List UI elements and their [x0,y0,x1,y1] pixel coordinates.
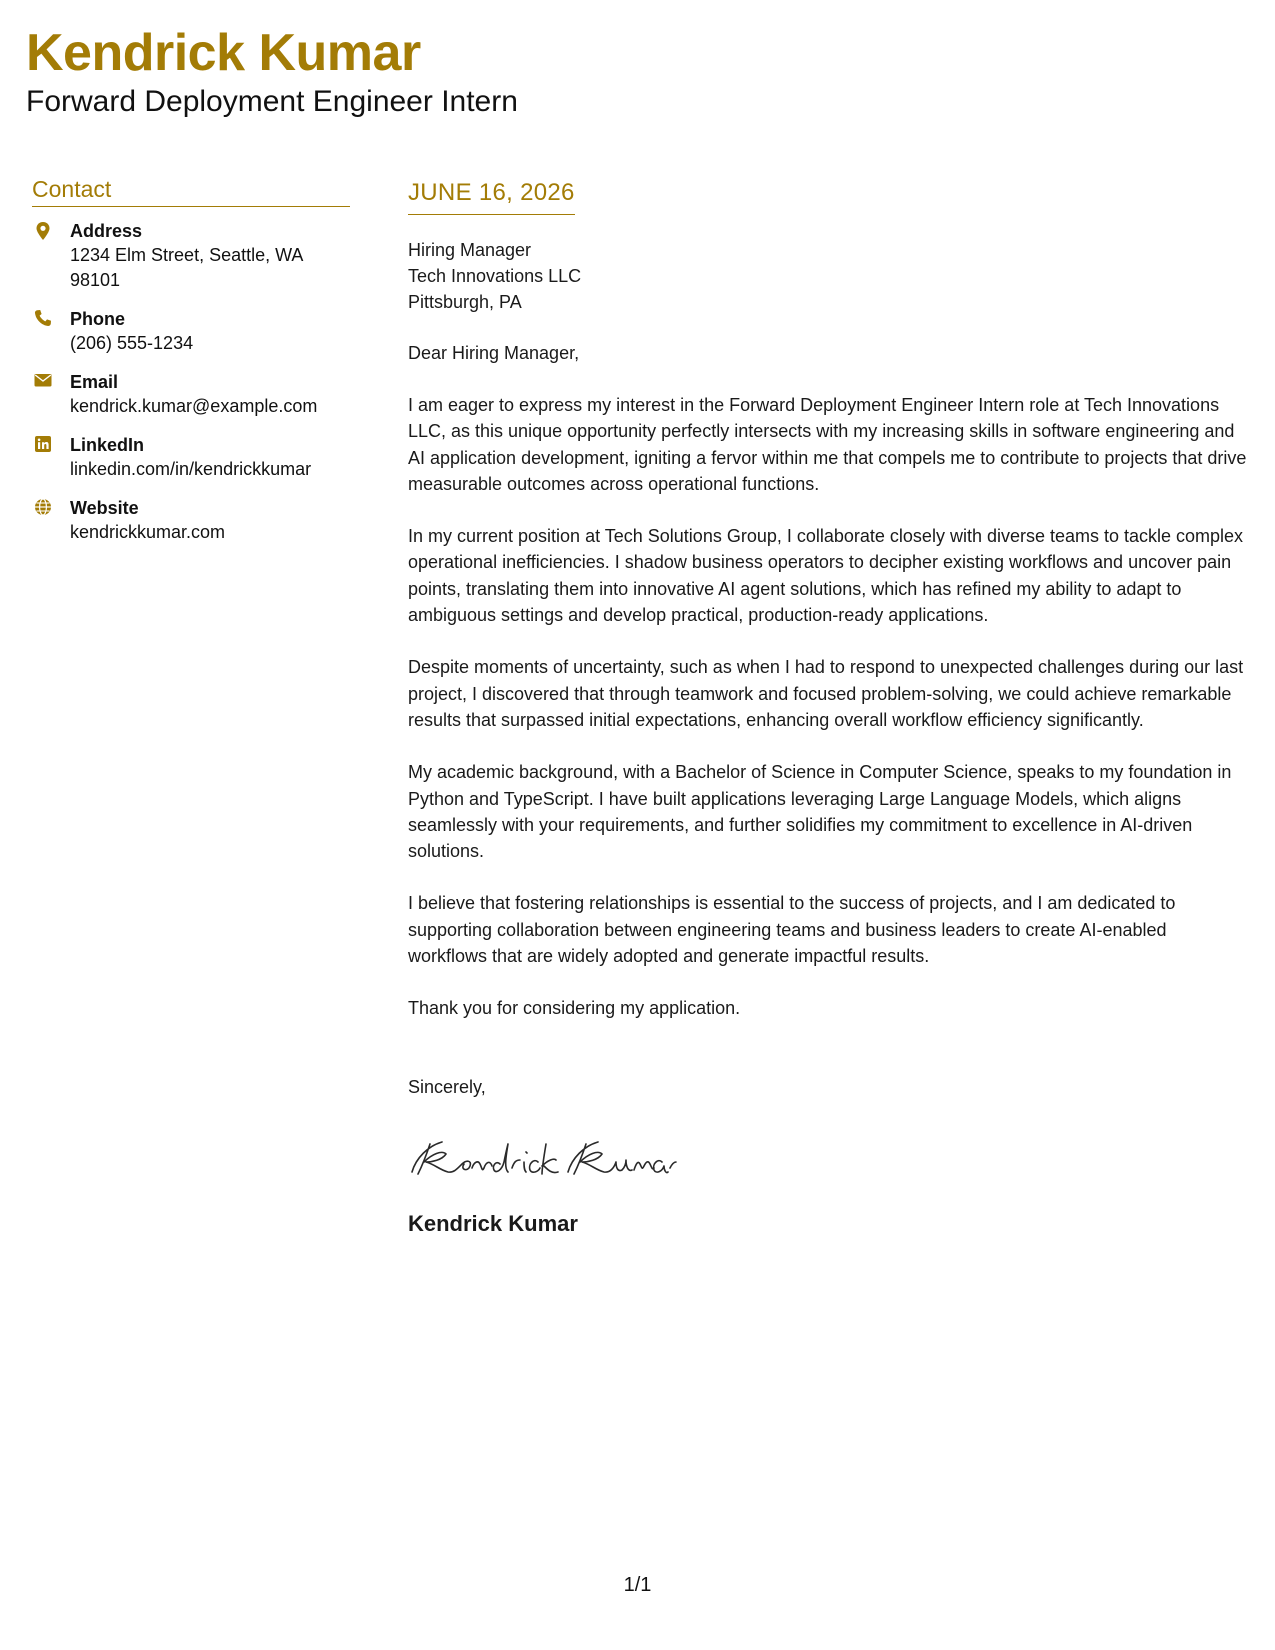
resume-header [26,24,518,120]
email-label: Email [70,372,119,392]
recipient-block [408,237,1250,315]
recipient-line: Tech Innovations LLC [408,266,582,286]
letter-paragraph: In my current position at Tech Solutions Group, I collaborate closely with diverse teams to tackle complex operational inefficiencies. I shadow business operators to decipher existing workflows and uncover pain points, translating them into innovative AI agent solutions, which has refined my ability to adapt to ambiguous settings and develop practical, production-ready applications. [408,526,1244,626]
letter-paragraph: I believe that fostering relationships is essential to the success of projects, and I am dedicated to supporting collaboration between engineering teams and business leaders to create AI-enabled workflows that are widely adopted and generate impactful results. [408,893,1176,967]
recipient-line: Hiring Manager [408,240,532,260]
map-pin-icon [34,221,52,239]
applicant-title: Forward Deployment Engineer Intern [26,85,518,118]
linkedin-icon [34,435,52,453]
closing: Sincerely, [408,1076,486,1097]
contact-linkedin [32,433,350,482]
signer-name: Kendrick Kumar [408,1210,578,1236]
address-label: Address [70,221,143,241]
contact-address [32,219,350,293]
envelope-icon [34,372,52,390]
recipient-line: Pittsburgh, PA [408,292,522,312]
handwritten-signature [408,1128,1250,1184]
date-block [408,178,575,215]
address-value: 1234 Elm Street, Seattle, WA 98101 [70,245,303,290]
contact-sidebar [32,175,350,559]
contact-heading: Contact [32,175,350,207]
contact-list [32,219,350,545]
website-value: kendrickkumar.com [70,522,226,542]
linkedin-value: linkedin.com/in/kendrickkumar [70,459,312,479]
page-number: 1/1 [623,1574,652,1596]
phone-value: (206) 555-1234 [70,333,194,353]
letter-date: JUNE 16, 2026 [408,179,575,206]
letter-paragraph: Thank you for considering my application. [408,998,741,1019]
globe-icon [34,498,52,516]
letter-body [408,178,1250,1238]
website-label: Website [70,498,139,518]
contact-email [32,370,350,419]
applicant-name: Kendrick Kumar [26,24,421,82]
phone-label: Phone [70,309,126,329]
letter-paragraph: My academic background, with a Bachelor of Science in Computer Science, speaks to my foundation in Python and TypeScript. I have built applications leveraging Large Language Models, which aligns seamlessly with your requirements, and further solidifies my commitment to excellence in AI-driven solutions. [408,762,1232,862]
contact-website [32,496,350,545]
letter-paragraph: I am eager to express my interest in the Forward Deployment Engineer Intern role at Tech Innovations LLC, as this unique opportunity perfectly intersects with my increasing skills in software engineering and AI application development, igniting a fervor within me that compels me to contribute to projects that drive measurable outcomes across operational functions. [408,395,1247,494]
letter-paragraph: Despite moments of uncertainty, such as when I had to respond to unexpected challenges during our last project, I discovered that through teamwork and focused problem-solving, we could achieve remarkable results that surpassed initial expectations, enhancing overall workflow efficiency significantly. [408,657,1244,730]
contact-phone [32,307,350,356]
phone-icon [34,309,52,327]
email-value: kendrick.kumar@example.com [70,396,318,416]
salutation: Dear Hiring Manager, [408,343,580,363]
linkedin-label: LinkedIn [70,435,145,455]
